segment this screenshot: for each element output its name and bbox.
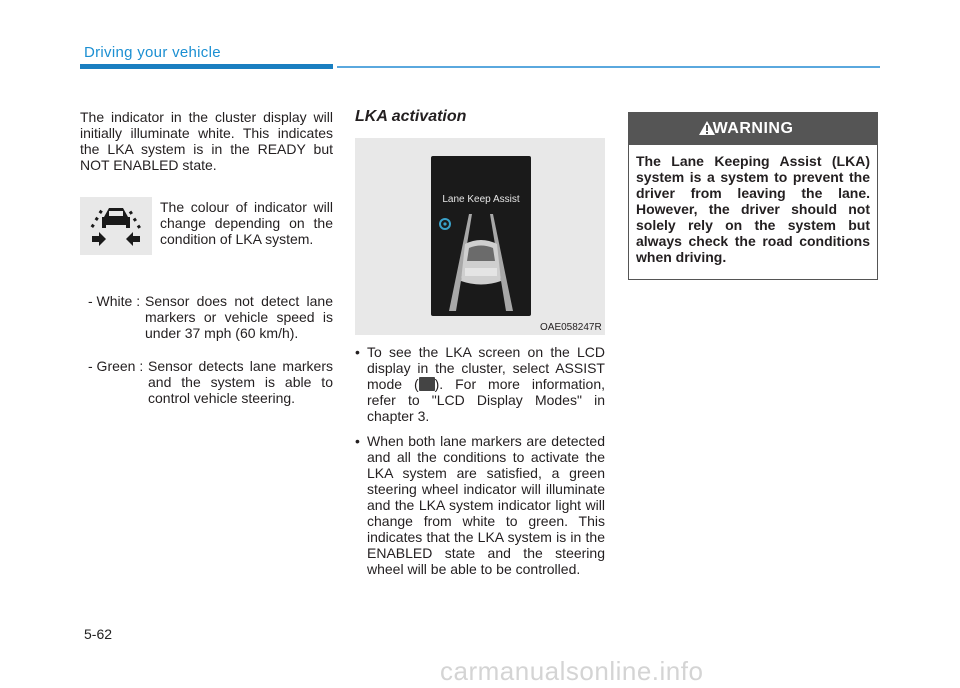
bullet-lcd-screen bbox=[355, 344, 605, 424]
screen-label: Lane Keep Assist bbox=[442, 194, 520, 205]
lka-indicator-icon bbox=[80, 197, 152, 255]
state-text-white: Sensor does not detect lane markers or vehicle speed is under 37 mph (60 km/h). bbox=[145, 293, 333, 341]
assist-mode-icon bbox=[419, 377, 435, 391]
section-title: Driving your vehicle bbox=[84, 44, 221, 61]
state-label-white: - White : bbox=[88, 293, 141, 309]
state-label-green: - Green : bbox=[88, 358, 144, 374]
intro-paragraph: The indicator in the cluster display will initially illuminate white. This indicates the LKA system is in the READY but NOT ENABLED state. bbox=[80, 109, 333, 173]
bullet-text: To see the LKA screen on the LCD display in the cluster, select ASSIST mode ( bbox=[367, 344, 605, 392]
indicator-note: The colour of indicator will change depending on the condition of LKA system. bbox=[160, 199, 333, 247]
section-heading: LKA activation bbox=[355, 108, 467, 125]
warning-header bbox=[628, 112, 878, 145]
state-text-green: Sensor detects lane markers and the system is able to control vehicle steering. bbox=[148, 358, 333, 406]
bullet-activation: • When both lane markers are detected and all the conditions to activate the LKA system are satisfied, a green steering wheel indicator will illuminate and the LKA system indicator light will change from white to green. This indicates that the LKA system is in the ENABLED state and the steering wheel will be able to be controlled. bbox=[355, 433, 605, 577]
lane-car-graphic bbox=[431, 156, 531, 316]
bullet-list bbox=[355, 344, 605, 577]
warning-text: The Lane Keeping Assist (LKA) system is a system to prevent the driver from leaving the lane. However, the driver should not solely rely on the system but always check the road conditions when driving. bbox=[636, 153, 870, 265]
warning-title: WARNING bbox=[712, 120, 794, 137]
photo-code: OAE058247R bbox=[540, 322, 602, 333]
bullet-text: ). For more information, refer to "LCD Display Modes" in chapter 3. bbox=[367, 376, 606, 424]
cluster-screen bbox=[431, 156, 531, 316]
state-row-white bbox=[88, 293, 333, 341]
header-rule-light bbox=[337, 66, 880, 68]
page-number: 5-62 bbox=[84, 626, 113, 642]
header-rule-dark bbox=[80, 64, 333, 69]
watermark: carmanualsonline.info bbox=[440, 656, 704, 686]
state-row-green bbox=[88, 358, 333, 406]
